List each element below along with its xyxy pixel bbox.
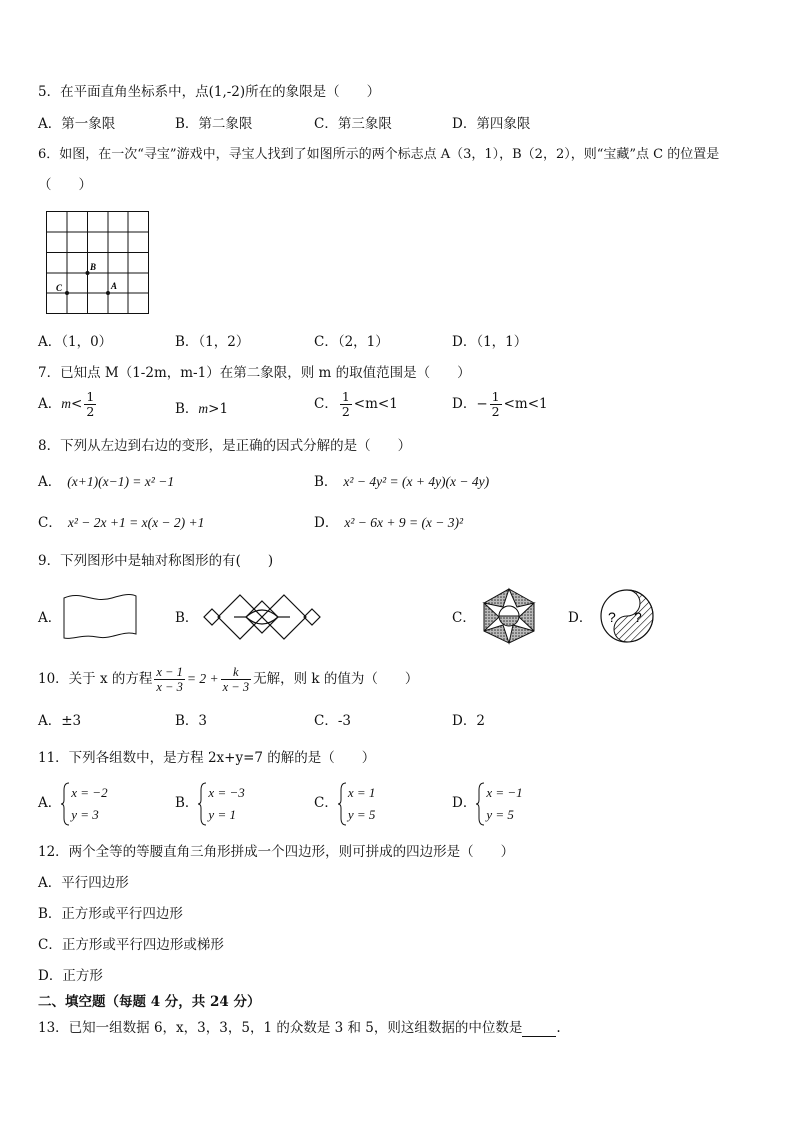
q9-option-d-label: D． xyxy=(568,610,593,626)
equation: x² − 4y² = (x + 4y)(x − 4y) xyxy=(343,474,490,489)
q9-flag-shape-figure xyxy=(62,590,138,644)
equation-system xyxy=(61,782,107,826)
q6-option-c: C．（2，1） xyxy=(314,334,389,350)
equation-row: x = −1 xyxy=(486,784,523,800)
question-mark-left: ? xyxy=(608,609,616,625)
q9-pinwheel-figure xyxy=(479,587,539,645)
q10-stem xyxy=(38,664,418,694)
q8-option-a xyxy=(38,473,174,491)
option-letter: A． xyxy=(38,396,62,412)
equation-system xyxy=(198,782,244,826)
q9-option-c-label: C． xyxy=(452,610,476,626)
q6-grid-figure xyxy=(44,209,152,315)
denominator: x − 3 xyxy=(222,680,250,694)
q13-text: 13．已知一组数据 6，x，3，3，5，1 的众数是 3 和 5，则这组数据的中位数是 xyxy=(38,1020,523,1036)
inequality-tail: >1 xyxy=(208,401,229,417)
q10-option-a: A．±3 xyxy=(38,713,82,729)
minus-sign: − xyxy=(476,396,488,412)
label-b: B xyxy=(90,262,97,272)
less-than: < xyxy=(71,396,83,412)
brace-icon xyxy=(61,782,70,826)
inequality-tail: <m<1 xyxy=(503,396,548,412)
q10-suffix: 无解，则 k 的值为（ ） xyxy=(253,671,419,687)
denominator: 2 xyxy=(491,404,500,419)
equation-row: y = 5 xyxy=(486,806,514,822)
q10-prefix: 10．关于 x 的方程 xyxy=(38,671,153,687)
option-letter: D． xyxy=(452,396,477,412)
q10-option-c: C．-3 xyxy=(314,713,351,729)
inequality-tail: <m<1 xyxy=(353,396,398,412)
q12-option-d: D．正方形 xyxy=(38,968,103,984)
q7-option-b xyxy=(175,400,228,418)
equation-system xyxy=(338,782,376,826)
q8-stem: 8．下列从左边到右边的变形，是正确的因式分解的是（ ） xyxy=(38,438,412,454)
q12-option-a: A．平行四边形 xyxy=(38,875,129,891)
denominator: 2 xyxy=(341,404,350,419)
q5-option-d: D．第四象限 xyxy=(452,116,531,132)
q12-option-b: B．正方形或平行四边形 xyxy=(38,906,183,922)
q13-stem xyxy=(38,1019,561,1037)
equation-row: x = −2 xyxy=(71,784,108,800)
numerator: x − 1 xyxy=(156,665,183,679)
q5-option-a: A．第一象限 xyxy=(38,116,116,132)
q12-option-c: C．正方形或平行四边形或梯形 xyxy=(38,937,224,953)
point-a xyxy=(106,291,110,295)
fraction-1 xyxy=(154,665,184,694)
fraction xyxy=(490,390,502,419)
option-letter: C． xyxy=(38,515,62,531)
q8-option-b xyxy=(314,473,489,491)
numerator: k xyxy=(221,665,251,680)
q5-option-b: B．第二象限 xyxy=(175,116,253,132)
brace-icon xyxy=(198,782,207,826)
numerator: 1 xyxy=(341,389,350,404)
brace-icon xyxy=(338,782,347,826)
option-letter: C． xyxy=(314,795,338,811)
denominator: x − 3 xyxy=(156,680,183,694)
q9-yinyang-figure xyxy=(599,588,657,644)
q7-stem: 7．已知点 M（1-2m，m-1）在第二象限，则 m 的取值范围是（ ） xyxy=(38,365,471,381)
var-m: m xyxy=(61,396,71,411)
answer-blank[interactable] xyxy=(522,1022,556,1037)
q13-period: . xyxy=(556,1020,561,1036)
point-b xyxy=(86,271,90,275)
equation: (x+1)(x−1) = x² −1 xyxy=(67,474,175,489)
option-letter: B． xyxy=(314,474,338,490)
q8-option-d xyxy=(314,514,463,532)
label-c: C xyxy=(56,283,63,293)
q10-option-b: B．3 xyxy=(175,713,208,729)
fraction xyxy=(340,390,352,419)
q5-option-c: C．第三象限 xyxy=(314,116,392,132)
q7-option-c xyxy=(314,390,398,419)
q6-option-b: B．（1，2） xyxy=(175,334,250,350)
q6-stem: 6．如图，在一次“寻宝”游戏中，寻宝人找到了如图所示的两个标志点 A（3，1），B（2，2），则“宝藏”点 C 的位置是 xyxy=(38,147,720,162)
q6-stem-paren: （ ） xyxy=(38,177,92,193)
equation-row: y = 5 xyxy=(347,806,376,822)
equals-part: = 2 + xyxy=(186,671,219,686)
q11-stem: 11．下列各组数中，是方程 2x+y=7 的解的是（ ） xyxy=(38,750,376,766)
label-a: A xyxy=(111,281,118,291)
q7-option-d xyxy=(452,390,548,419)
section-2-heading: 二、填空题（每题 4 分，共 24 分） xyxy=(38,994,261,1010)
q8-option-c xyxy=(38,514,204,532)
equation: x² − 2x +1 = x(x − 2) +1 xyxy=(67,515,205,530)
option-letter: B． xyxy=(175,795,199,811)
option-letter: C． xyxy=(314,396,338,412)
point-c xyxy=(65,291,69,295)
denominator: 2 xyxy=(86,404,95,419)
option-letter: A． xyxy=(38,795,62,811)
q9-option-a-label: A． xyxy=(38,610,62,626)
option-letter: D． xyxy=(452,795,477,811)
q12-stem: 12．两个全等的等腰直角三角形拼成一个四边形，则可拼成的四边形是（ ） xyxy=(38,844,515,860)
q7-option-a xyxy=(38,390,98,419)
var-m: m xyxy=(198,401,209,416)
q10-option-d: D．2 xyxy=(452,713,485,729)
q11-option-a xyxy=(38,781,108,826)
numerator: 1 xyxy=(491,389,500,404)
equation: x² − 6x + 9 = (x − 3)² xyxy=(344,515,464,530)
q9-diamond-chain-figure xyxy=(200,593,324,641)
q11-option-c xyxy=(314,781,375,826)
equation-row: y = 3 xyxy=(71,806,99,822)
option-letter: A． xyxy=(38,474,62,490)
fraction xyxy=(84,390,96,419)
option-letter: D． xyxy=(314,515,339,531)
numerator: 1 xyxy=(86,389,95,404)
q6-option-d: D．（1，1） xyxy=(452,334,528,350)
equation-system xyxy=(476,782,522,826)
equation-row: x = −3 xyxy=(208,784,245,800)
q9-option-b-label: B． xyxy=(175,610,199,626)
question-mark-right: ? xyxy=(634,609,642,625)
q9-stem: 9．下列图形中是轴对称图形的有( ) xyxy=(38,553,274,569)
equation-row: y = 1 xyxy=(208,806,236,822)
q6-option-a: A．（1，0） xyxy=(38,334,113,350)
fraction-2 xyxy=(221,665,251,694)
option-letter: B． xyxy=(175,401,199,417)
q11-option-d xyxy=(452,781,523,826)
q11-option-b xyxy=(175,781,245,826)
q5-stem: 5．在平面直角坐标系中，点(1,-2)所在的象限是（ ） xyxy=(38,84,381,100)
brace-icon xyxy=(476,782,485,826)
equation-row: x = 1 xyxy=(347,784,376,800)
